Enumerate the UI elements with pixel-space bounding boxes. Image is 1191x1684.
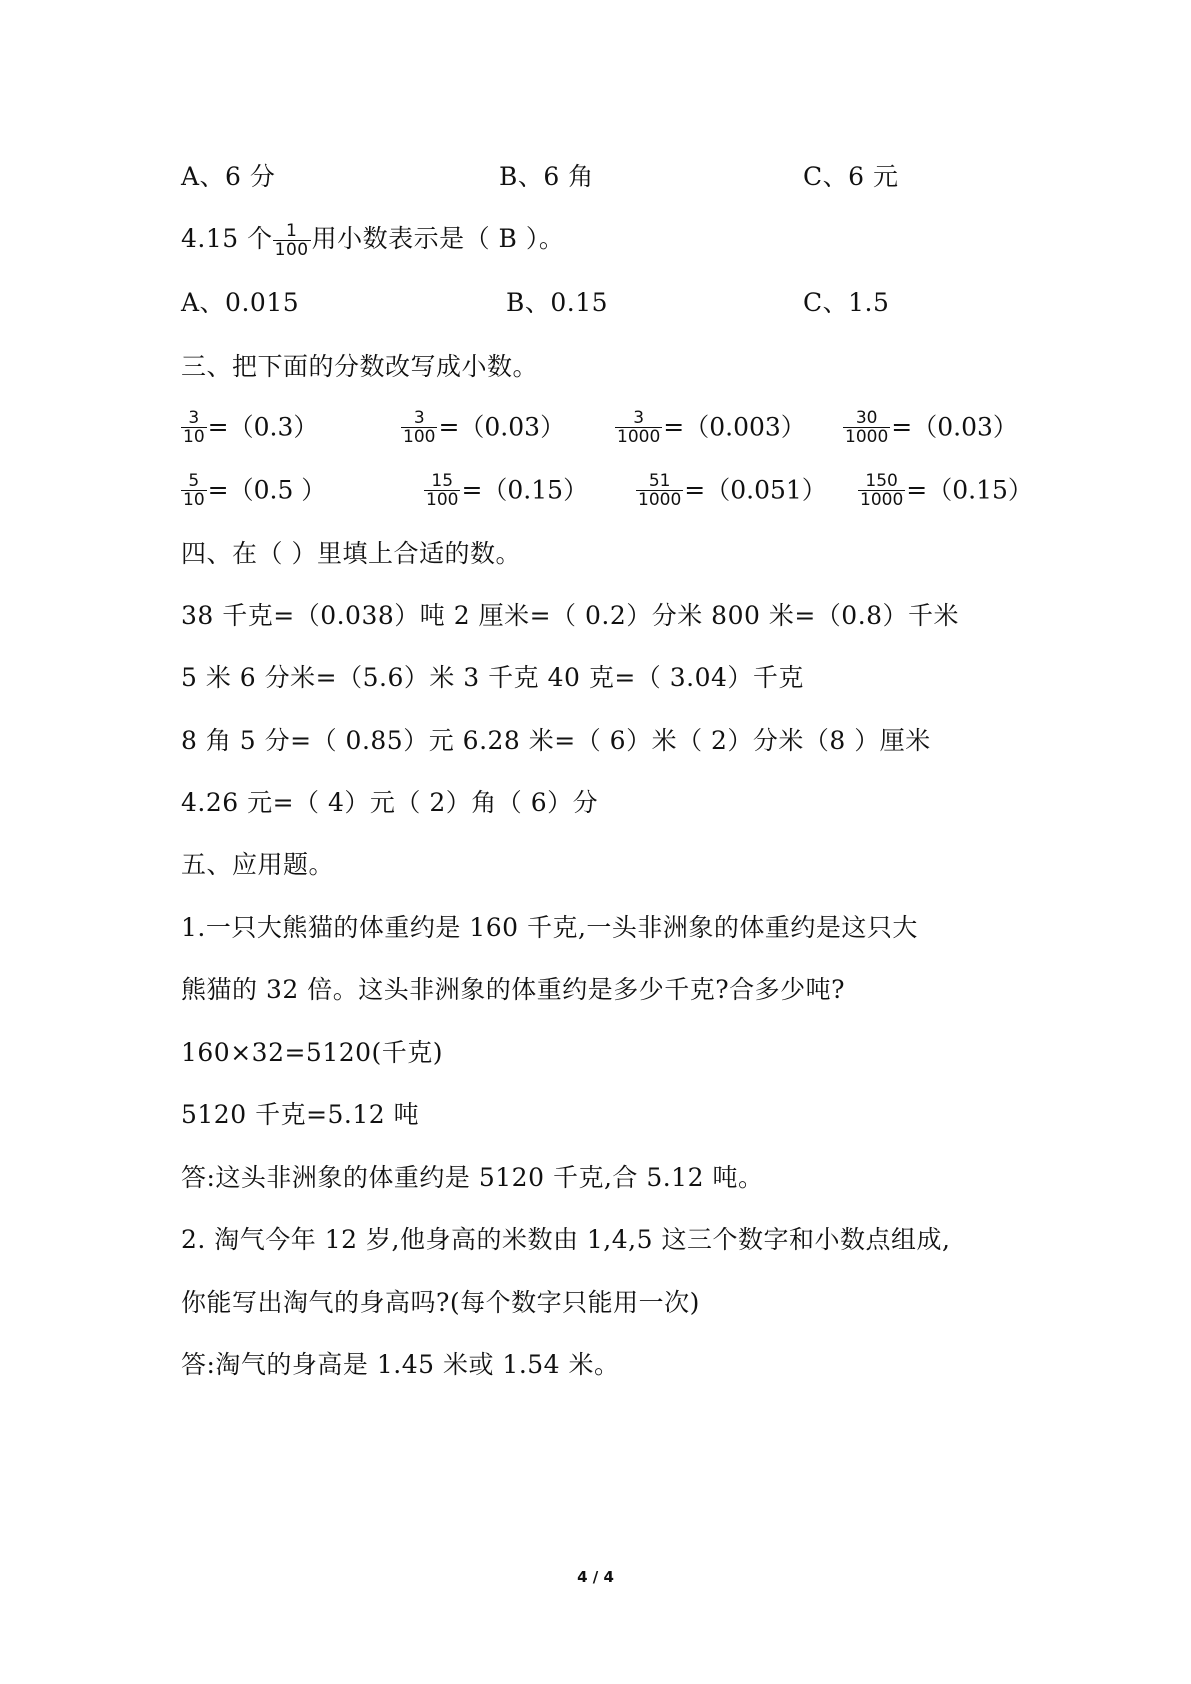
fraction-answer: =（0.5 ） — [207, 475, 327, 505]
fraction-answer: =（0.15） — [906, 475, 1033, 505]
section-4-line: 38 千克=（0.038）吨 2 厘米=（ 0.2）分米 800 米=（0.8）千米 — [181, 601, 960, 630]
fraction-item — [843, 409, 1018, 446]
answer-line: 答:淘气的身高是 1.45 米或 1.54 米。 — [181, 1350, 620, 1379]
fraction-item — [858, 472, 1033, 509]
q4-suffix: 用小数表示是（ B ）。 — [311, 224, 565, 253]
fraction-numerator: 5 — [188, 471, 200, 491]
fraction-numerator: 51 — [648, 471, 671, 491]
fraction-numerator: 3 — [413, 408, 425, 428]
fraction-numerator: 15 — [431, 471, 454, 491]
q4-option-a: A、0.015 — [181, 288, 300, 317]
answer-line: 答:这头非洲象的体重约是 5120 千克,合 5.12 吨。 — [181, 1163, 764, 1192]
fraction-answer: =（0.03） — [891, 412, 1018, 442]
q3-option-a: A、6 分 — [181, 162, 276, 191]
fraction-answer: =（0.3） — [207, 412, 319, 442]
section-4-line: 8 角 5 分=（ 0.85）元 6.28 米=（ 6）米（ 2）分米（8 ）厘米 — [181, 726, 931, 755]
fraction-item — [181, 409, 318, 446]
fraction-denominator: 1000 — [617, 427, 661, 447]
section-3-title: 三、把下面的分数改写成小数。 — [181, 352, 539, 381]
question-4 — [181, 222, 564, 259]
solution-line: 160×32=5120(千克) — [181, 1038, 444, 1067]
fraction-numerator: 30 — [855, 408, 878, 428]
q3-option-c: C、6 元 — [803, 162, 899, 191]
section-4-title: 四、在（ ）里填上合适的数。 — [181, 539, 521, 568]
q4-fraction — [273, 222, 311, 259]
fraction-denominator: 100 — [403, 427, 436, 447]
q4-option-b: B、0.15 — [506, 288, 609, 317]
fraction-denominator: 10 — [183, 490, 205, 510]
fraction-denominator: 1000 — [638, 490, 682, 510]
fraction-denominator: 1000 — [845, 427, 889, 447]
fraction-answer: =（0.15） — [461, 475, 589, 505]
fraction-numerator: 3 — [188, 408, 200, 428]
fraction-answer: =（0.051） — [684, 475, 827, 505]
fraction-denominator: 10 — [183, 427, 205, 447]
fraction-item — [615, 409, 806, 446]
problem-text: 熊猫的 32 倍。这头非洲象的体重约是多少千克?合多少吨? — [181, 975, 846, 1004]
section-4-line: 5 米 6 分米=（5.6）米 3 千克 40 克=（ 3.04）千克 — [181, 663, 804, 692]
problem-text: 1.一只大熊猫的体重约是 160 千克,一头非洲象的体重约是这只大 — [181, 913, 918, 942]
fraction-item — [424, 472, 588, 509]
page-number: 4 / 4 — [577, 1568, 614, 1586]
q4-option-c: C、1.5 — [803, 288, 890, 317]
fraction-denominator: 100 — [274, 240, 309, 260]
fraction-numerator: 1 — [285, 221, 298, 241]
solution-line: 5120 千克=5.12 吨 — [181, 1100, 420, 1129]
fraction-denominator: 1000 — [860, 490, 904, 510]
fraction-numerator: 150 — [865, 471, 898, 491]
fraction-denominator: 100 — [426, 490, 459, 510]
fraction-item — [636, 472, 827, 509]
fraction-item — [401, 409, 565, 446]
fraction-item — [181, 472, 326, 509]
q3-option-b: B、6 角 — [499, 162, 594, 191]
fraction-numerator: 3 — [633, 408, 645, 428]
problem-text: 2. 淘气今年 12 岁,他身高的米数由 1,4,5 这三个数字和小数点组成, — [181, 1225, 951, 1254]
fraction-answer: =（0.003） — [663, 412, 806, 442]
section-4-line: 4.26 元=（ 4）元（ 2）角（ 6）分 — [181, 788, 599, 817]
problem-text: 你能写出淘气的身高吗?(每个数字只能用一次) — [181, 1288, 700, 1317]
fraction-answer: =（0.03） — [438, 412, 566, 442]
q4-prefix: 4.15 个 — [181, 224, 273, 253]
section-5-title: 五、应用题。 — [181, 850, 335, 879]
